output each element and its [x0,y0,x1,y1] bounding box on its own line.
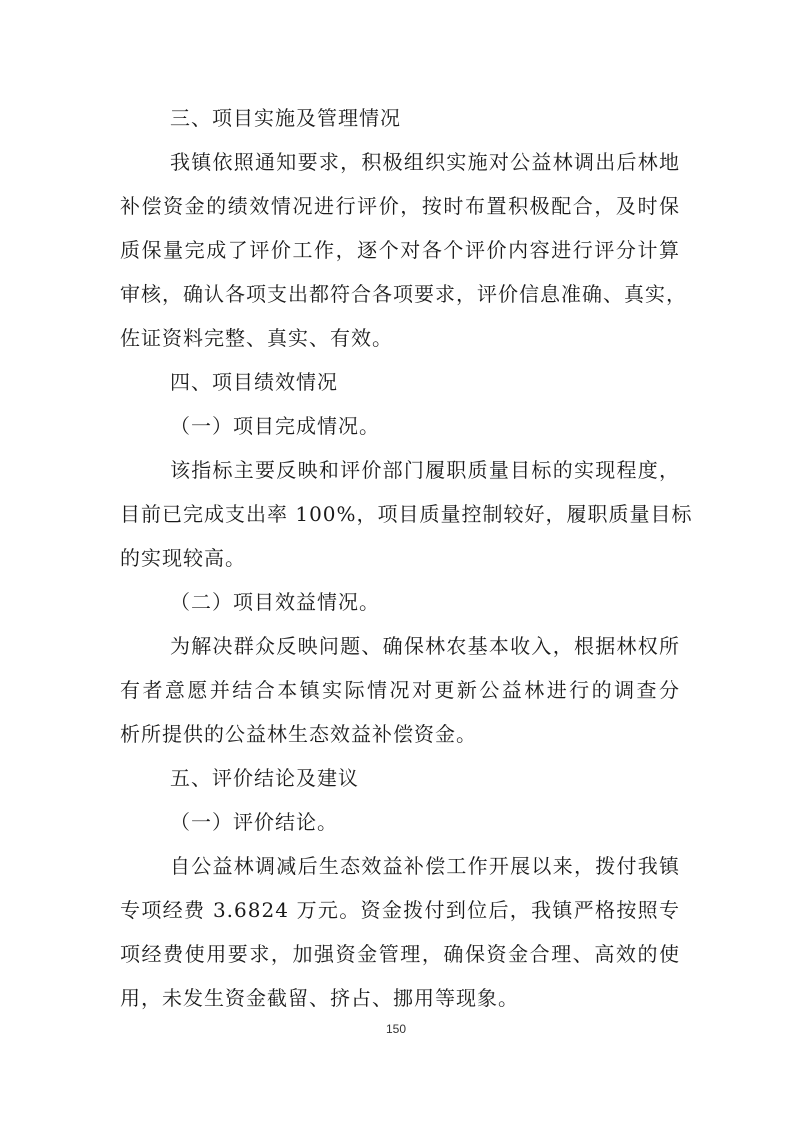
paragraph-line: 自公益林调减后生态效益补偿工作开展以来，拨付我镇 [170,854,680,878]
paragraph-line: 专项经费 3.6824 万元。资金拨付到位后，我镇严格按照专 [120,898,680,922]
section-heading-conclusion: 五、评价结论及建议 [170,766,359,790]
paragraph-line: 目前已完成支出率 100%，项目质量控制较好，履职质量目标 [120,502,693,526]
paragraph-line: 审核，确认各项支出都符合各项要求，评价信息准确、真实， [120,282,687,306]
paragraph-line: 补偿资金的绩效情况进行评价，按时布置积极配合，及时保 [120,194,680,218]
section-heading-performance: 四、项目绩效情况 [170,370,338,394]
subsection-heading-benefit: （二）项目效益情况。 [170,590,380,614]
section-heading-implementation: 三、项目实施及管理情况 [170,106,401,130]
paragraph-line: 质保量完成了评价工作，逐个对各个评价内容进行评分计算 [120,238,680,262]
paragraph-line: 的实现较高。 [120,546,246,570]
paragraph-line: 用，未发生资金截留、挤占、挪用等现象。 [120,986,519,1010]
paragraph-line: 佐证资料完整、真实、有效。 [120,326,393,350]
paragraph-line: 我镇依照通知要求，积极组织实施对公益林调出后林地 [170,150,680,174]
paragraph-line: 析所提供的公益林生态效益补偿资金。 [120,722,477,746]
paragraph-line: 该指标主要反映和评价部门履职质量目标的实现程度， [170,458,680,482]
paragraph-line: 有者意愿并结合本镇实际情况对更新公益林进行的调查分 [120,678,680,702]
paragraph-line: 项经费使用要求，加强资金管理，确保资金合理、高效的使 [120,942,680,966]
page-number: 150 [385,1022,407,1036]
subsection-heading-completion: （一）项目完成情况。 [170,414,380,438]
subsection-heading-conclusion: （一）评价结论。 [170,810,338,834]
paragraph-line: 为解决群众反映问题、确保林农基本收入，根据林权所 [170,634,680,658]
